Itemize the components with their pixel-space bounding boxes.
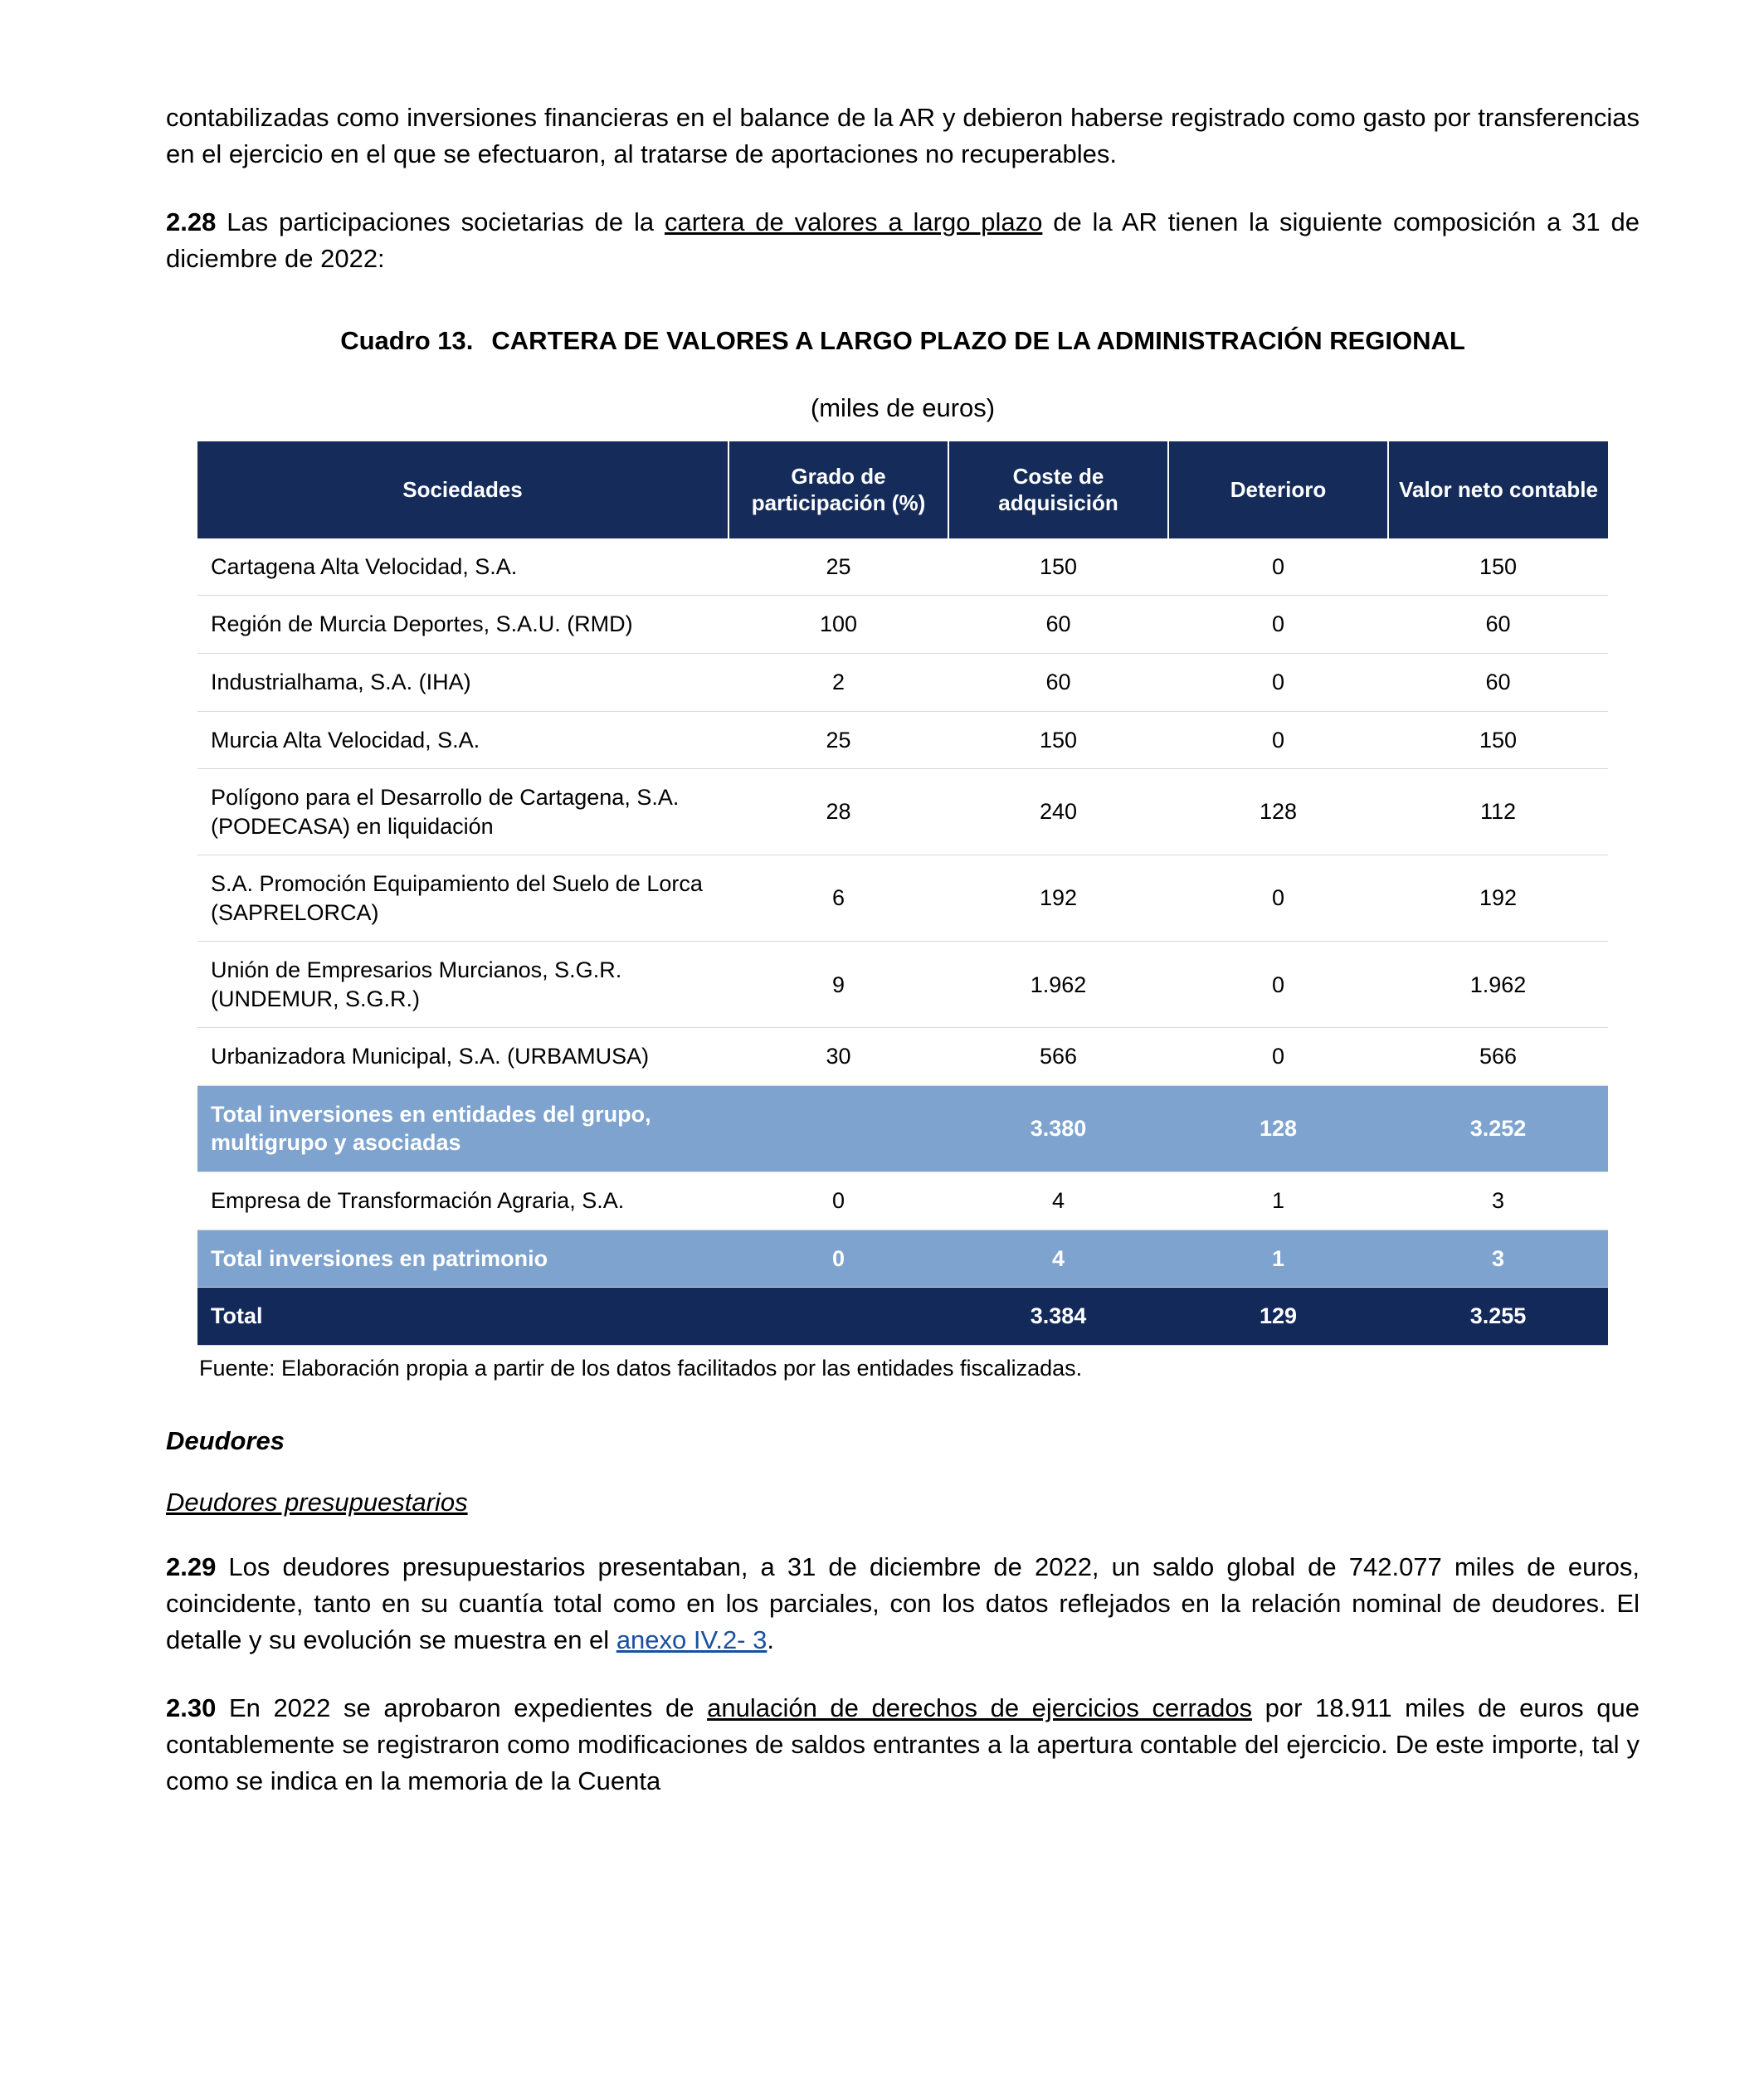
- table-label: Cuadro 13.: [340, 326, 474, 356]
- cell-valor-neto: 1.962: [1388, 942, 1608, 1028]
- table-row: [197, 769, 1608, 855]
- cell-valor-neto: 150: [1388, 711, 1608, 769]
- cell-grado: 6: [729, 855, 948, 942]
- cell-deterioro: 128: [1168, 769, 1388, 855]
- paragraph-text-part-1: Las participaciones societarias de la: [227, 207, 665, 237]
- table-source: Fuente: Elaboración propia a partir de los datos facilitados por las entidades fiscalizadas.: [199, 1355, 1083, 1381]
- cell-valor-neto: 192: [1388, 855, 1608, 942]
- cell-valor-neto: 112: [1388, 769, 1608, 855]
- cell-coste: 4: [948, 1230, 1168, 1288]
- column-header-valor-neto-contable: Valor neto contable: [1388, 441, 1608, 538]
- cell-grado: 0: [729, 1172, 948, 1230]
- column-header-grado-participacion: Grado de participación (%): [729, 441, 948, 538]
- table-units: (miles de euros): [810, 392, 996, 422]
- cell-grado: 100: [729, 596, 948, 654]
- table-row: [197, 596, 1608, 654]
- cell-coste: 150: [948, 711, 1168, 769]
- cell-grado: [729, 1288, 948, 1346]
- table-row: [197, 711, 1608, 769]
- cell-sociedad: Total inversiones en patrimonio: [197, 1230, 729, 1288]
- cell-coste: 60: [948, 654, 1168, 712]
- subsection-heading-deudores-presupuestarios: Deudores presupuestarios: [166, 1487, 468, 1517]
- cell-valor-neto: 60: [1388, 596, 1608, 654]
- table-header: [197, 441, 1608, 538]
- cell-coste: 1.962: [948, 942, 1168, 1028]
- cell-coste: 4: [948, 1172, 1168, 1230]
- paragraph-text-part-1: En 2022 se aprobaron expedientes de: [228, 1693, 708, 1722]
- column-header-deterioro: Deterioro: [1168, 441, 1388, 538]
- table-row: [197, 855, 1608, 942]
- cell-deterioro: 0: [1168, 596, 1388, 654]
- cell-coste: 150: [948, 538, 1168, 596]
- cell-grado: 25: [729, 711, 948, 769]
- cell-sociedad: Unión de Empresarios Murcianos, S.G.R. (UNDEMUR, S.G.R.): [197, 942, 729, 1028]
- cell-sociedad: Murcia Alta Velocidad, S.A.: [197, 711, 729, 769]
- paragraph-text-part-1: Los deudores presupuestarios presentaban, a 31 de diciembre de 2022, un saldo global de 742.077 miles de euros, coincidente, tanto en su cuantía total como en los parciales, con los datos reflejados en la relación nominal de deudores. El detalle y su evolución se muestra en el: [166, 1551, 1640, 1654]
- paragraph-text-part-2: por 18.911 miles de euros que contablemente se registraron como modificaciones de saldos entrantes a la apertura contable del ejercicio. De este importe, tal y como se indica en la memoria de la Cuenta: [166, 1693, 1640, 1795]
- cell-valor-neto: 3: [1388, 1230, 1608, 1288]
- cell-valor-neto: 3: [1388, 1172, 1608, 1230]
- cell-valor-neto: 566: [1388, 1028, 1608, 1086]
- section-heading-deudores: Deudores: [166, 1425, 285, 1455]
- table-row: [197, 654, 1608, 712]
- cell-grado: 25: [729, 538, 948, 596]
- paragraph-text-part-2: .: [767, 1624, 774, 1654]
- cell-sociedad: Urbanizadora Municipal, S.A. (URBAMUSA): [197, 1028, 729, 1086]
- cell-coste: 566: [948, 1028, 1168, 1086]
- cell-grado: 0: [729, 1230, 948, 1288]
- cell-valor-neto: 60: [1388, 654, 1608, 712]
- paragraph-text-part-2: de la AR tienen la siguiente composición a 31 de diciembre de 2022:: [166, 207, 1640, 274]
- table-title-text: CARTERA DE VALORES A LARGO PLAZO DE LA ADMINISTRACIÓN REGIONAL: [491, 326, 1465, 356]
- table-body: [197, 538, 1608, 1345]
- cell-sociedad: Cartagena Alta Velocidad, S.A.: [197, 538, 729, 596]
- paragraph-number: 2.29: [166, 1551, 217, 1581]
- cell-deterioro: 1: [1168, 1230, 1388, 1288]
- cartera-table: [197, 441, 1608, 1346]
- table-title: [216, 324, 1590, 358]
- cell-grado: 9: [729, 942, 948, 1028]
- table-row: [197, 1028, 1608, 1086]
- paragraph-2-30: [166, 1690, 1640, 1800]
- cell-coste: 240: [948, 769, 1168, 855]
- cell-deterioro: 0: [1168, 942, 1388, 1028]
- cell-deterioro: 128: [1168, 1085, 1388, 1171]
- underlined-term: cartera de valores a largo plazo: [664, 207, 1043, 237]
- cell-valor-neto: 3.252: [1388, 1085, 1608, 1171]
- cell-coste: 3.380: [948, 1085, 1168, 1171]
- cell-sociedad: S.A. Promoción Equipamiento del Suelo de Lorca (SAPRELORCA): [197, 855, 729, 942]
- table-row: [197, 538, 1608, 596]
- cell-deterioro: 0: [1168, 538, 1388, 596]
- cell-deterioro: 0: [1168, 855, 1388, 942]
- cell-coste: 3.384: [948, 1288, 1168, 1346]
- cell-sociedad: Región de Murcia Deportes, S.A.U. (RMD): [197, 596, 729, 654]
- column-header-sociedades: Sociedades: [197, 441, 729, 538]
- table-row: [197, 1172, 1608, 1230]
- cell-deterioro: 0: [1168, 654, 1388, 712]
- cell-deterioro: 129: [1168, 1288, 1388, 1346]
- cell-deterioro: 0: [1168, 1028, 1388, 1086]
- cell-deterioro: 1: [1168, 1172, 1388, 1230]
- cell-grado: [729, 1085, 948, 1171]
- paragraph-2-28: [166, 204, 1640, 277]
- cell-deterioro: 0: [1168, 711, 1388, 769]
- cell-coste: 60: [948, 596, 1168, 654]
- underlined-term: anulación de derechos de ejercicios cerrados: [707, 1693, 1253, 1722]
- column-header-coste-adquisicion: Coste de adquisición: [948, 441, 1168, 538]
- table-row: [197, 942, 1608, 1028]
- paragraph-2-29: [166, 1549, 1640, 1659]
- cell-valor-neto: 3.255: [1388, 1288, 1608, 1346]
- cell-grado: 30: [729, 1028, 948, 1086]
- paragraph-number: 2.28: [166, 207, 217, 237]
- cell-grado: 28: [729, 769, 948, 855]
- cell-sociedad: Polígono para el Desarrollo de Cartagena, S.A. (PODECASA) en liquidación: [197, 769, 729, 855]
- table-row-subtotal-patrimonio: [197, 1230, 1608, 1288]
- cell-sociedad: Total inversiones en entidades del grupo, multigrupo y asociadas: [197, 1085, 729, 1171]
- paragraph-intro: contabilizadas como inversiones financieras en el balance de la AR y debieron haberse registrado como gasto por transferencias en el ejercicio en el que se efectuaron, al tratarse de aportaciones no recuperables.: [166, 103, 1640, 169]
- cell-sociedad: Empresa de Transformación Agraria, S.A.: [197, 1172, 729, 1230]
- anexo-link[interactable]: anexo IV.2- 3: [616, 1624, 767, 1654]
- cell-grado: 2: [729, 654, 948, 712]
- paragraph-number: 2.30: [166, 1693, 217, 1722]
- cell-valor-neto: 150: [1388, 538, 1608, 596]
- table-header-row: [197, 441, 1608, 538]
- cell-sociedad: Industrialhama, S.A. (IHA): [197, 654, 729, 712]
- cell-coste: 192: [948, 855, 1168, 942]
- table-row-subtotal-grupo: [197, 1085, 1608, 1171]
- cell-sociedad: Total: [197, 1288, 729, 1346]
- table-row-total: [197, 1288, 1608, 1346]
